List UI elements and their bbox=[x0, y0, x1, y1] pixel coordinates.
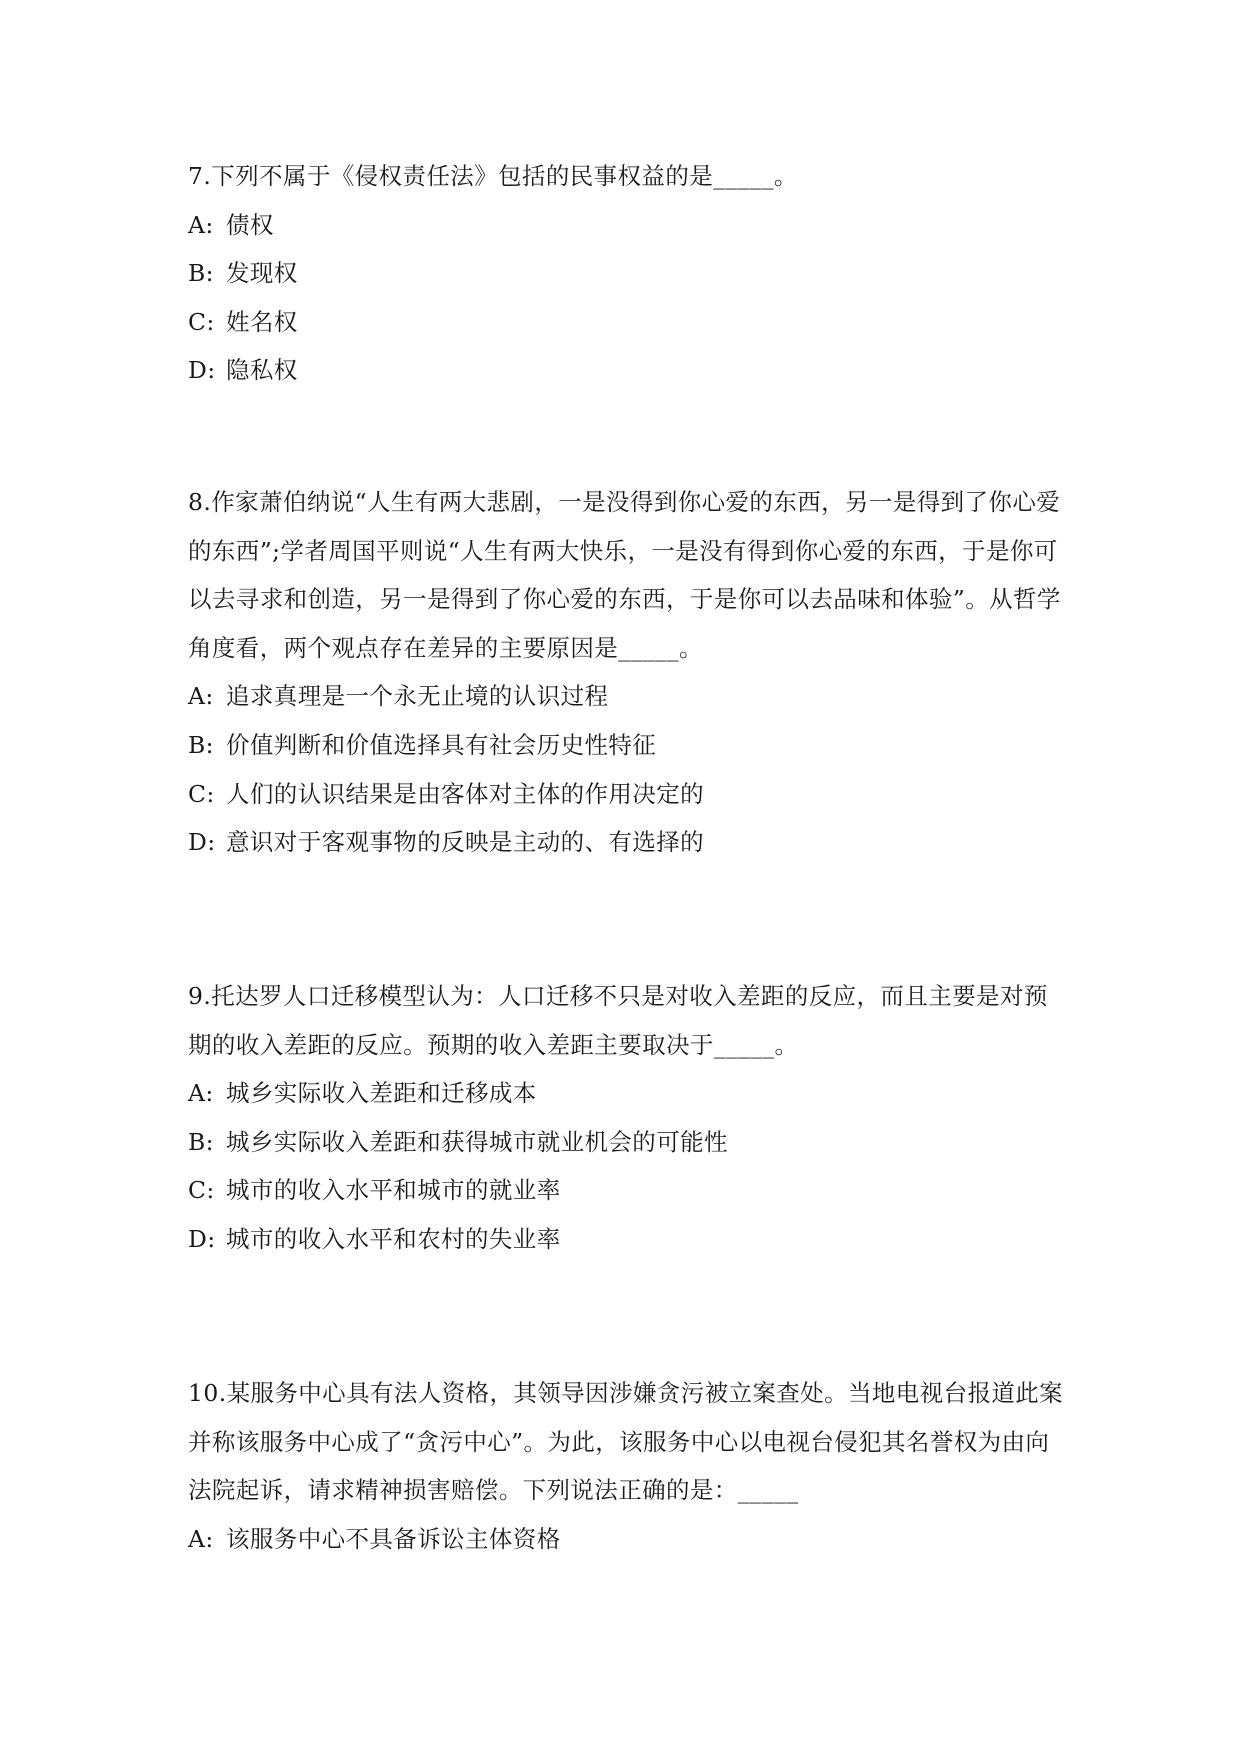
option-text: 债权 bbox=[226, 210, 274, 239]
option-letter: A: bbox=[188, 1079, 214, 1108]
option-letter: A: bbox=[188, 1524, 214, 1553]
option-letter: B: bbox=[188, 1127, 214, 1156]
option-text: 追求真理是一个永无止境的认识过程 bbox=[226, 682, 609, 711]
question-9 bbox=[188, 972, 1068, 1264]
option-letter: C: bbox=[188, 1176, 215, 1205]
question-10 bbox=[188, 1369, 1068, 1563]
option-text: 价值判断和价值选择具有社会历史性特征 bbox=[226, 730, 657, 759]
question-7 bbox=[188, 152, 1068, 395]
option-a bbox=[188, 672, 1068, 721]
option-text: 人们的认识结果是由客体对主体的作用决定的 bbox=[226, 779, 704, 808]
option-letter: A: bbox=[188, 682, 214, 711]
option-a bbox=[188, 201, 1068, 250]
option-letter: A: bbox=[188, 210, 214, 239]
option-text: 隐私权 bbox=[226, 356, 298, 385]
option-letter: C: bbox=[188, 779, 215, 808]
option-text: 城乡实际收入差距和获得城市就业机会的可能性 bbox=[226, 1127, 728, 1156]
question-stem: 8.作家萧伯纳说“人生有两大悲剧，一是没得到你心爱的东西，另一是得到了你心爱的东西”;学者周国平则说“人生有两大快乐，一是没有得到你心爱的东西，于是你可以去寻求和创造，另一是得到了你心爱的东西，于是你可以去品味和体验”。从哲学角度看，两个观点存在差异的主要原因是_____。 bbox=[188, 488, 1061, 662]
option-letter: D: bbox=[188, 828, 216, 857]
option-letter: C: bbox=[188, 307, 215, 336]
option-text: 城市的收入水平和农村的失业率 bbox=[226, 1224, 561, 1253]
option-c bbox=[188, 770, 1068, 819]
question-8 bbox=[188, 478, 1068, 867]
option-b bbox=[188, 1118, 1068, 1167]
question-stem: 9.托达罗人口迁移模型认为：人口迁移不只是对收入差距的反应，而且主要是对预期的收入差距的反应。预期的收入差距主要取决于_____。 bbox=[188, 982, 1048, 1059]
option-c bbox=[188, 298, 1068, 347]
option-letter: B: bbox=[188, 730, 214, 759]
option-letter: D: bbox=[188, 356, 216, 385]
option-text: 该服务中心不具备诉讼主体资格 bbox=[226, 1524, 561, 1553]
option-text: 城市的收入水平和城市的就业率 bbox=[226, 1176, 561, 1205]
option-text: 发现权 bbox=[226, 259, 298, 288]
option-letter: B: bbox=[188, 259, 214, 288]
option-text: 意识对于客观事物的反映是主动的、有选择的 bbox=[226, 828, 704, 857]
option-d bbox=[188, 1215, 1068, 1264]
option-d bbox=[188, 346, 1068, 395]
question-stem: 10.某服务中心具有法人资格，其领导因涉嫌贪污被立案查处。当地电视台报道此案并称该服务中心成了“贪污中心”。为此，该服务中心以电视台侵犯其名誉权为由向法院起诉，请求精神损害赔偿。下列说法正确的是：_____ bbox=[188, 1379, 1064, 1505]
option-b bbox=[188, 249, 1068, 298]
option-b bbox=[188, 721, 1068, 770]
option-a bbox=[188, 1069, 1068, 1118]
option-letter: D: bbox=[188, 1224, 216, 1253]
option-a bbox=[188, 1515, 1068, 1564]
question-stem: 7.下列不属于《侵权责任法》包括的民事权益的是_____。 bbox=[188, 162, 798, 190]
option-c bbox=[188, 1166, 1068, 1215]
option-d bbox=[188, 818, 1068, 867]
option-text: 姓名权 bbox=[226, 307, 298, 336]
option-text: 城乡实际收入差距和迁移成本 bbox=[226, 1079, 537, 1108]
